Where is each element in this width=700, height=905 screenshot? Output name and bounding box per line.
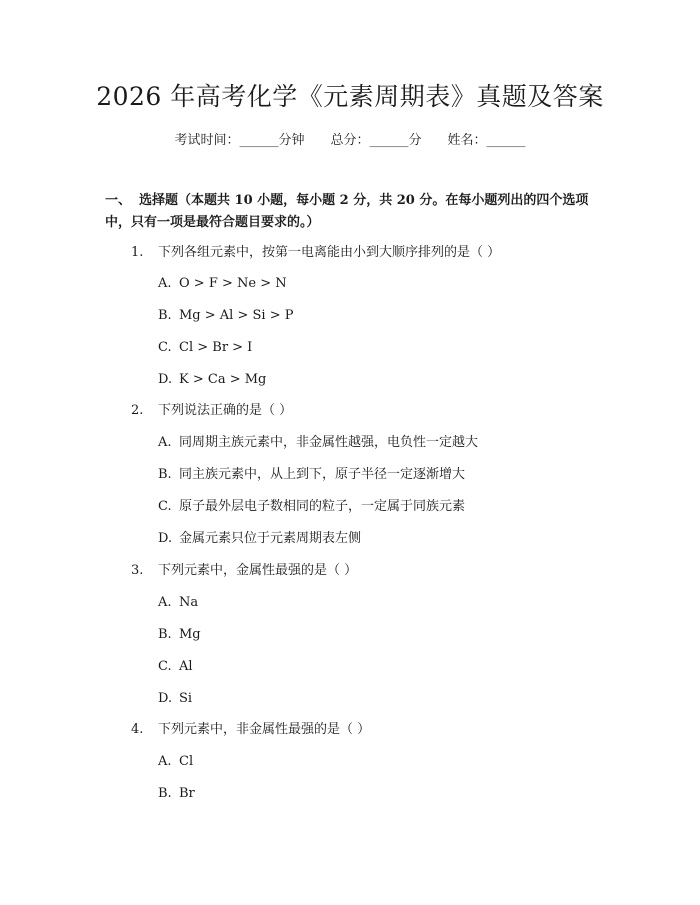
question-2-option-c [158, 497, 465, 517]
question-2-option-d [158, 529, 361, 549]
option-text: Si [179, 691, 193, 706]
option-text: O > F > Ne > N [179, 276, 287, 291]
option-letter: D. [158, 691, 173, 706]
option-text: 同周期主族元素中，非金属性越强，电负性一定越大 [179, 435, 479, 450]
question-1 [131, 243, 500, 263]
option-text: Al [179, 659, 193, 674]
exam-time-field: 考试时间：______分钟 [174, 133, 305, 148]
section-number: 一、 [105, 193, 132, 208]
option-text: Na [179, 595, 199, 610]
option-text: Cl > Br > I [179, 340, 253, 355]
page-title: 2026 年高考化学《元素周期表》真题及答案 [96, 82, 604, 111]
option-letter: C. [158, 340, 172, 355]
question-1-option-d [158, 370, 266, 390]
total-score-field: 总分：______分 [330, 133, 422, 148]
question-stem: 下列元素中，金属性最强的是（ ） [158, 563, 358, 578]
question-1-option-c [158, 338, 252, 358]
option-letter: B. [158, 786, 172, 801]
question-1-option-a [158, 274, 287, 294]
question-4-option-a [158, 752, 193, 772]
question-number: 2. [131, 403, 144, 418]
question-2-option-a [158, 433, 478, 453]
question-2-option-b [158, 465, 465, 485]
option-letter: A. [158, 595, 172, 610]
option-text: 同主族元素中，从上到下，原子半径一定逐渐增大 [179, 467, 466, 482]
section-heading [105, 190, 600, 234]
question-stem: 下列说法正确的是（ ） [158, 403, 293, 418]
option-text: Br [179, 786, 195, 801]
option-letter: B. [158, 627, 172, 642]
option-text: Mg [179, 627, 201, 642]
question-number: 1. [131, 245, 144, 260]
question-stem: 下列元素中，非金属性最强的是（ ） [158, 722, 371, 737]
option-text: 原子最外层电子数相同的粒子，一定属于同族元素 [179, 499, 466, 514]
option-letter: A. [158, 435, 172, 450]
option-letter: B. [158, 308, 172, 323]
option-letter: A. [158, 276, 172, 291]
option-letter: C. [158, 499, 172, 514]
option-letter: A. [158, 754, 172, 769]
question-4-option-b [158, 784, 195, 804]
question-stem: 下列各组元素中，按第一电离能由小到大顺序排列的是（ ） [158, 245, 501, 260]
question-3 [131, 561, 357, 581]
question-3-option-d [158, 689, 192, 709]
question-4 [131, 720, 370, 740]
option-letter: D. [158, 372, 173, 387]
option-text: K > Ca > Mg [179, 372, 267, 387]
section-heading-text: 选择题（本题共 10 小题，每小题 2 分，共 20 分。在每小题列出的四个选项中，只有一项是最符合题目要求的。） [105, 193, 589, 230]
question-1-option-b [158, 306, 293, 326]
question-2 [131, 401, 292, 421]
option-letter: B. [158, 467, 172, 482]
option-text: Cl [179, 754, 194, 769]
option-text: 金属元素只位于元素周期表左侧 [179, 531, 362, 546]
question-3-option-b [158, 625, 201, 645]
option-text: Mg > Al > Si > P [179, 308, 294, 323]
option-letter: D. [158, 531, 173, 546]
option-letter: C. [158, 659, 172, 674]
question-number: 3. [131, 563, 144, 578]
question-number: 4. [131, 722, 144, 737]
question-3-option-c [158, 657, 193, 677]
exam-info-line [0, 131, 700, 151]
student-name-field: 姓名：______ [447, 133, 526, 148]
question-3-option-a [158, 593, 198, 613]
